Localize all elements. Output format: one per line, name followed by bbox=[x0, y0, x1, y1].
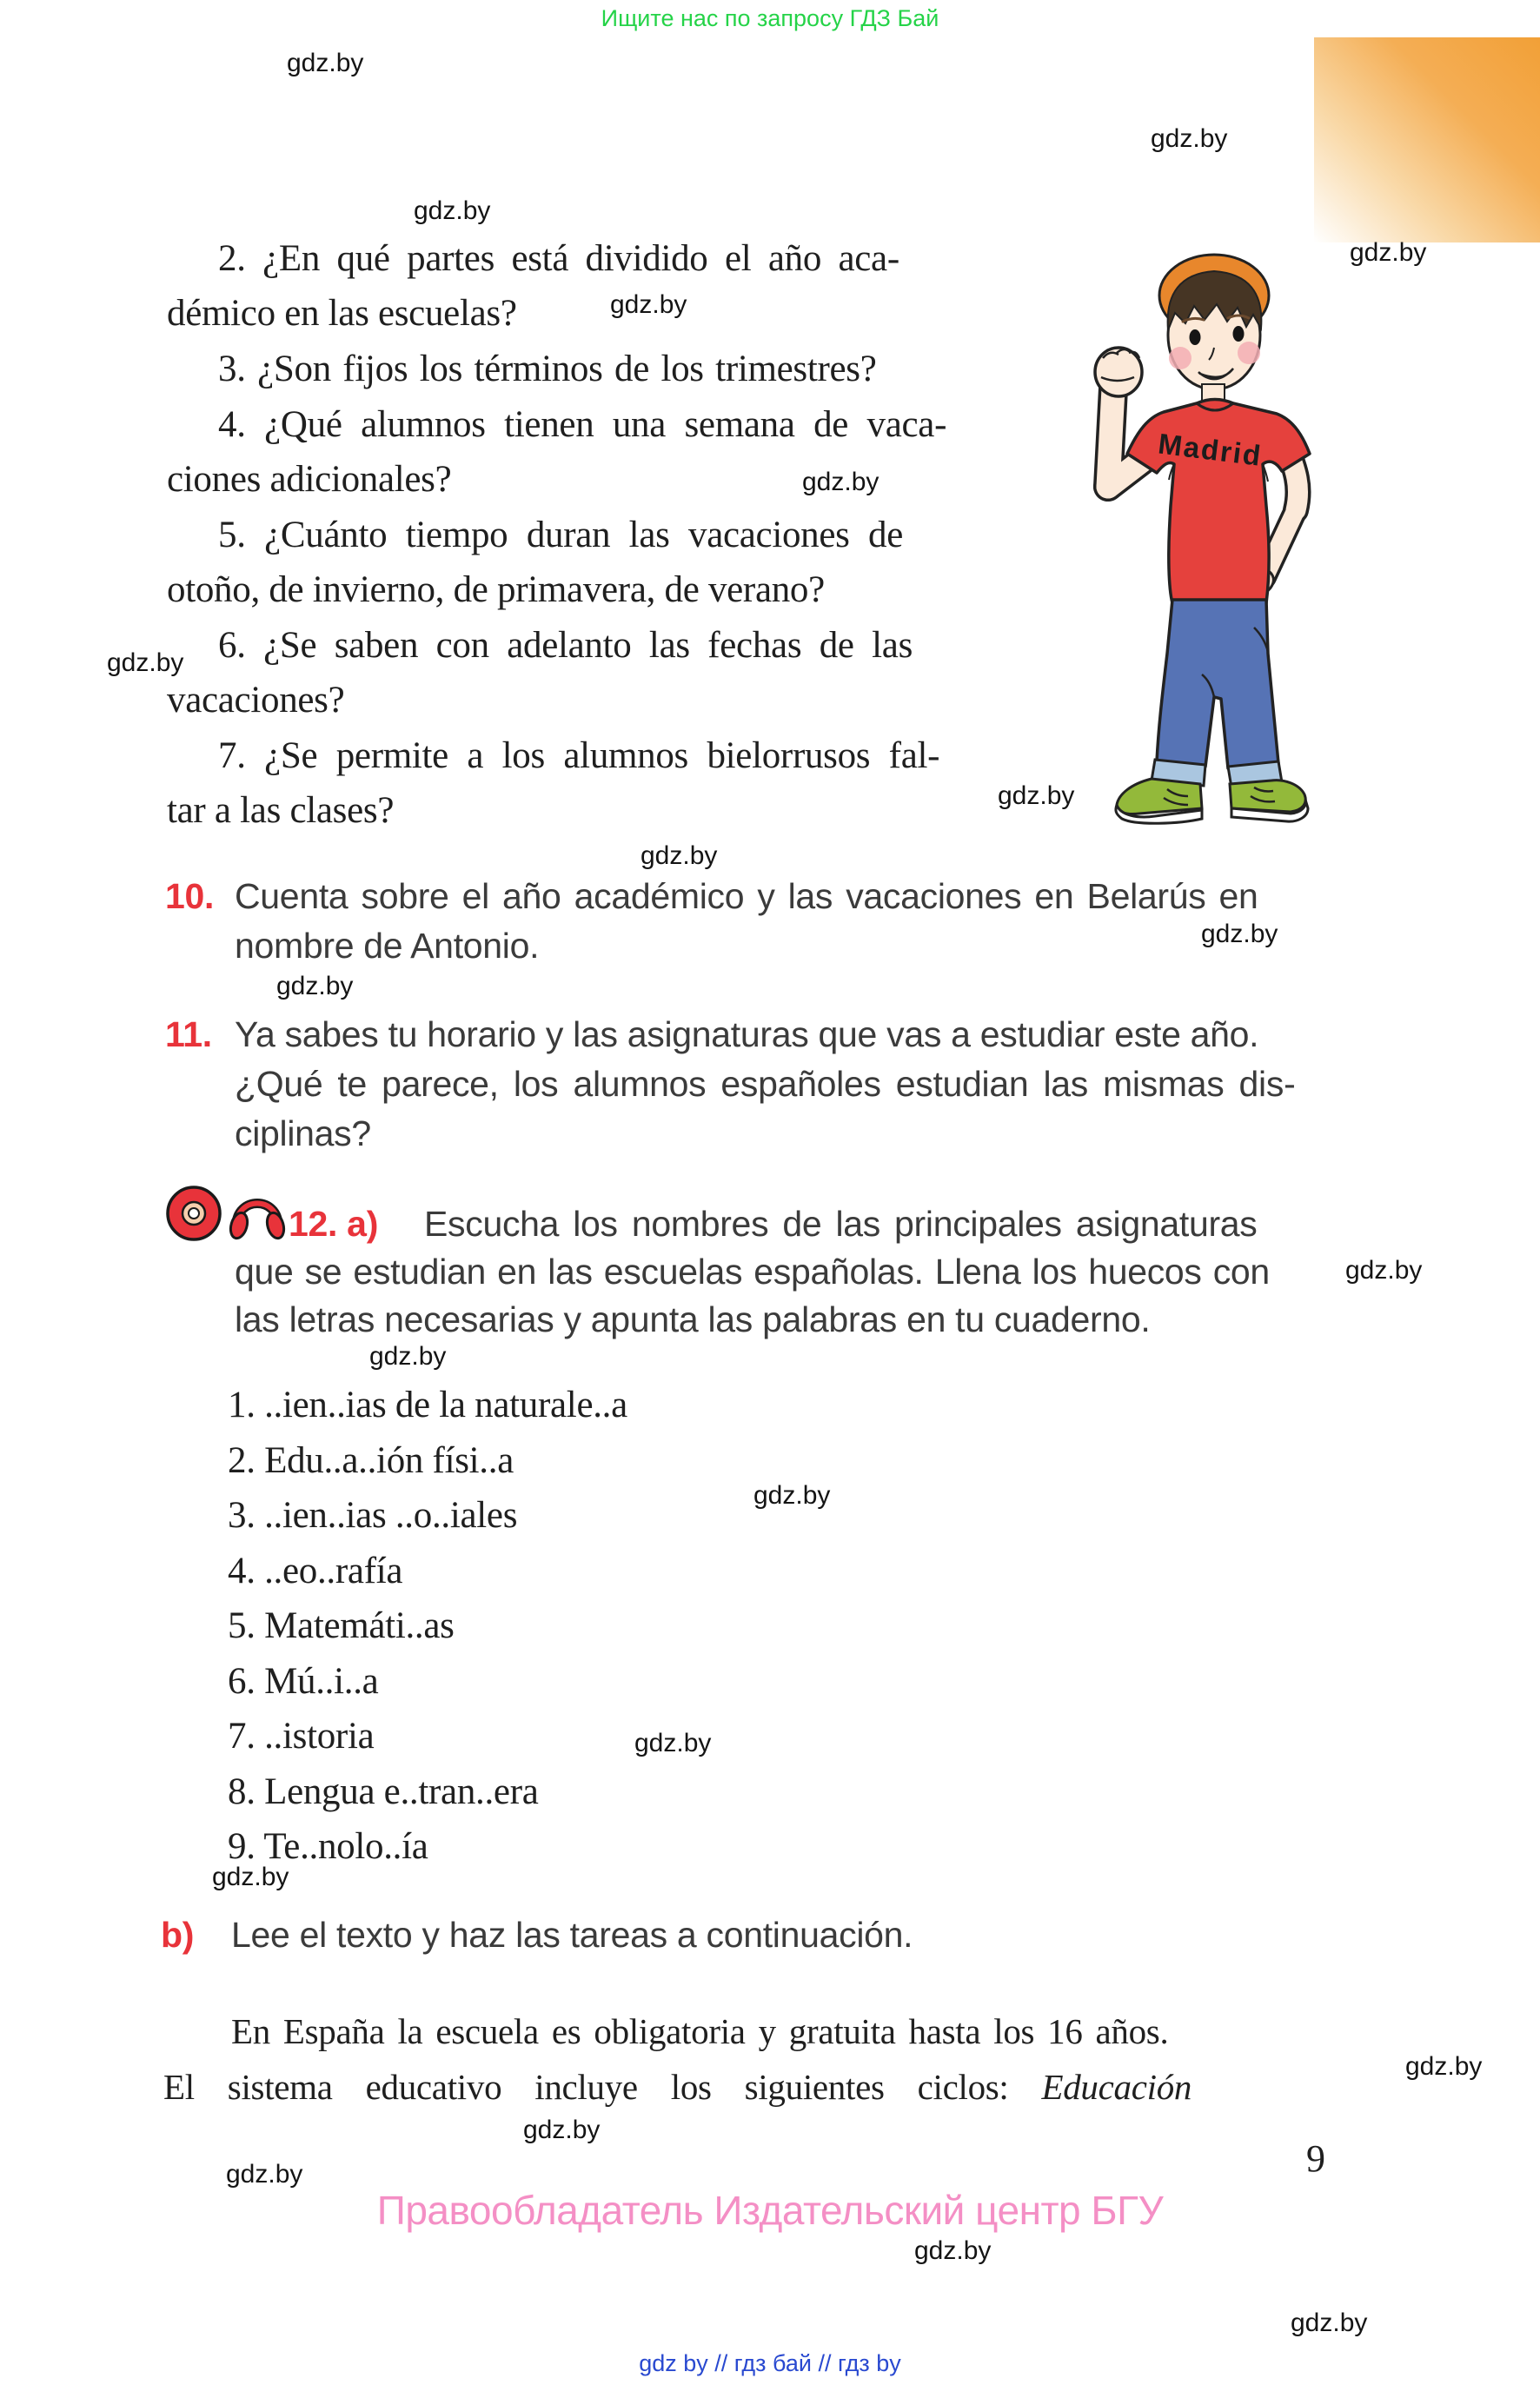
question-line: 6. ¿Se saben con adelanto las fechas de las bbox=[218, 625, 913, 666]
watermark: gdz.by bbox=[753, 1481, 831, 1510]
watermark: gdz.by bbox=[998, 781, 1075, 810]
watermark: gdz.by bbox=[226, 2160, 303, 2189]
question-line: démico en las escuelas? bbox=[167, 293, 517, 334]
question-line: ciones adicionales? bbox=[167, 459, 452, 500]
subject-item: 2. Edu..a..ión físi..a bbox=[228, 1440, 514, 1481]
cd-icon bbox=[165, 1184, 222, 1243]
question-line: 2. ¿En qué partes está dividido el año aca- bbox=[218, 238, 899, 279]
watermark: gdz.by bbox=[914, 2236, 992, 2265]
watermark: gdz.by bbox=[414, 196, 491, 225]
task-line: ¿Qué te parece, los alumnos españoles estudian las mismas dis- bbox=[235, 1064, 1296, 1104]
watermark: gdz.by bbox=[1345, 1256, 1423, 1285]
watermark: gdz.by bbox=[634, 1729, 712, 1757]
paragraph-text: El sistema educativo incluye los siguientes ciclos: bbox=[163, 2067, 1009, 2107]
question-line: tar a las clases? bbox=[167, 790, 395, 831]
question-line: otoño, de invierno, de primavera, de verano? bbox=[167, 569, 825, 610]
links-footer-text: gdz by // гдз бай // гдз by bbox=[639, 2350, 901, 2376]
subject-item: 9. Te..nolo..ía bbox=[228, 1826, 428, 1867]
boy-illustration bbox=[1084, 245, 1320, 826]
watermark: gdz.by bbox=[212, 1863, 289, 1891]
subject-item: 8. Lengua e..tran..era bbox=[228, 1771, 539, 1812]
paragraph-line: En España la escuela es obligatoria y gratuita hasta los 16 años. bbox=[231, 2011, 1169, 2051]
subject-item: 1. ..ien..ias de la naturale..a bbox=[228, 1385, 627, 1425]
task-line: las letras necesarias y apunta las palabras en tu cuaderno. bbox=[235, 1299, 1151, 1339]
watermark: gdz.by bbox=[1201, 920, 1278, 948]
subject-item: 6. Mú..i..a bbox=[228, 1661, 379, 1702]
watermark: gdz.by bbox=[287, 49, 364, 77]
watermark: gdz.by bbox=[641, 841, 718, 870]
promo-header-text: Ищите нас по запросу ГДЗ Бай bbox=[601, 5, 939, 31]
task-line: Cuenta sobre el año académico y las vacaciones en Belarús en bbox=[235, 876, 1258, 916]
publisher-footer-text: Правообладатель Издательский центр БГУ bbox=[376, 2188, 1164, 2233]
question-line: 7. ¿Se permite a los alumnos bielorrusos fal- bbox=[218, 735, 940, 776]
page-number: 9 bbox=[1306, 2137, 1325, 2180]
watermark: gdz.by bbox=[523, 2116, 601, 2144]
task-line: Ya sabes tu horario y las asignaturas que vas a estudiar este año. bbox=[235, 1014, 1259, 1054]
watermark: gdz.by bbox=[610, 290, 687, 319]
task-line: Lee el texto y haz las tareas a continuación. bbox=[231, 1915, 913, 1955]
subject-item: 3. ..ien..ias ..o..iales bbox=[228, 1495, 518, 1536]
paragraph-line bbox=[163, 2066, 1192, 2108]
subject-item: 4. ..eo..rafía bbox=[228, 1551, 403, 1591]
task-line: ciplinas? bbox=[235, 1113, 371, 1153]
question-line: 3. ¿Son fijos los términos de los trimestres? bbox=[218, 349, 877, 389]
task-line: que se estudian en las escuelas españolas. Llena los huecos con bbox=[235, 1252, 1270, 1292]
task-line: nombre de Antonio. bbox=[235, 926, 540, 966]
task-line: Escucha los nombres de las principales asignaturas bbox=[424, 1204, 1258, 1244]
watermark: gdz.by bbox=[1405, 2052, 1483, 2081]
subject-item: 5. Matemáti..as bbox=[228, 1605, 455, 1646]
watermark: gdz.by bbox=[1291, 2309, 1368, 2337]
paragraph-italic-term: Educación bbox=[1041, 2067, 1192, 2107]
watermark: gdz.by bbox=[107, 648, 184, 677]
watermark: gdz.by bbox=[1350, 238, 1427, 267]
question-line: vacaciones? bbox=[167, 680, 345, 721]
watermark: gdz.by bbox=[802, 468, 880, 496]
watermark: gdz.by bbox=[276, 972, 354, 1000]
task-number-11: 11. bbox=[165, 1014, 212, 1054]
orange-gradient-block bbox=[1314, 37, 1540, 242]
watermark: gdz.by bbox=[369, 1342, 447, 1371]
task-number-10: 10. bbox=[165, 876, 215, 916]
question-line: 4. ¿Qué alumnos tienen una semana de vaca- bbox=[218, 404, 947, 445]
question-line: 5. ¿Cuánto tiempo duran las vacaciones de bbox=[218, 515, 904, 555]
watermark: gdz.by bbox=[1151, 124, 1228, 153]
headphones-icon bbox=[228, 1186, 287, 1241]
shirt-text: Madrid bbox=[1156, 427, 1265, 472]
task-number-b: b) bbox=[161, 1915, 195, 1955]
task-number-12a: 12. a) bbox=[289, 1204, 379, 1244]
subject-item: 7. ..istoria bbox=[228, 1716, 375, 1757]
